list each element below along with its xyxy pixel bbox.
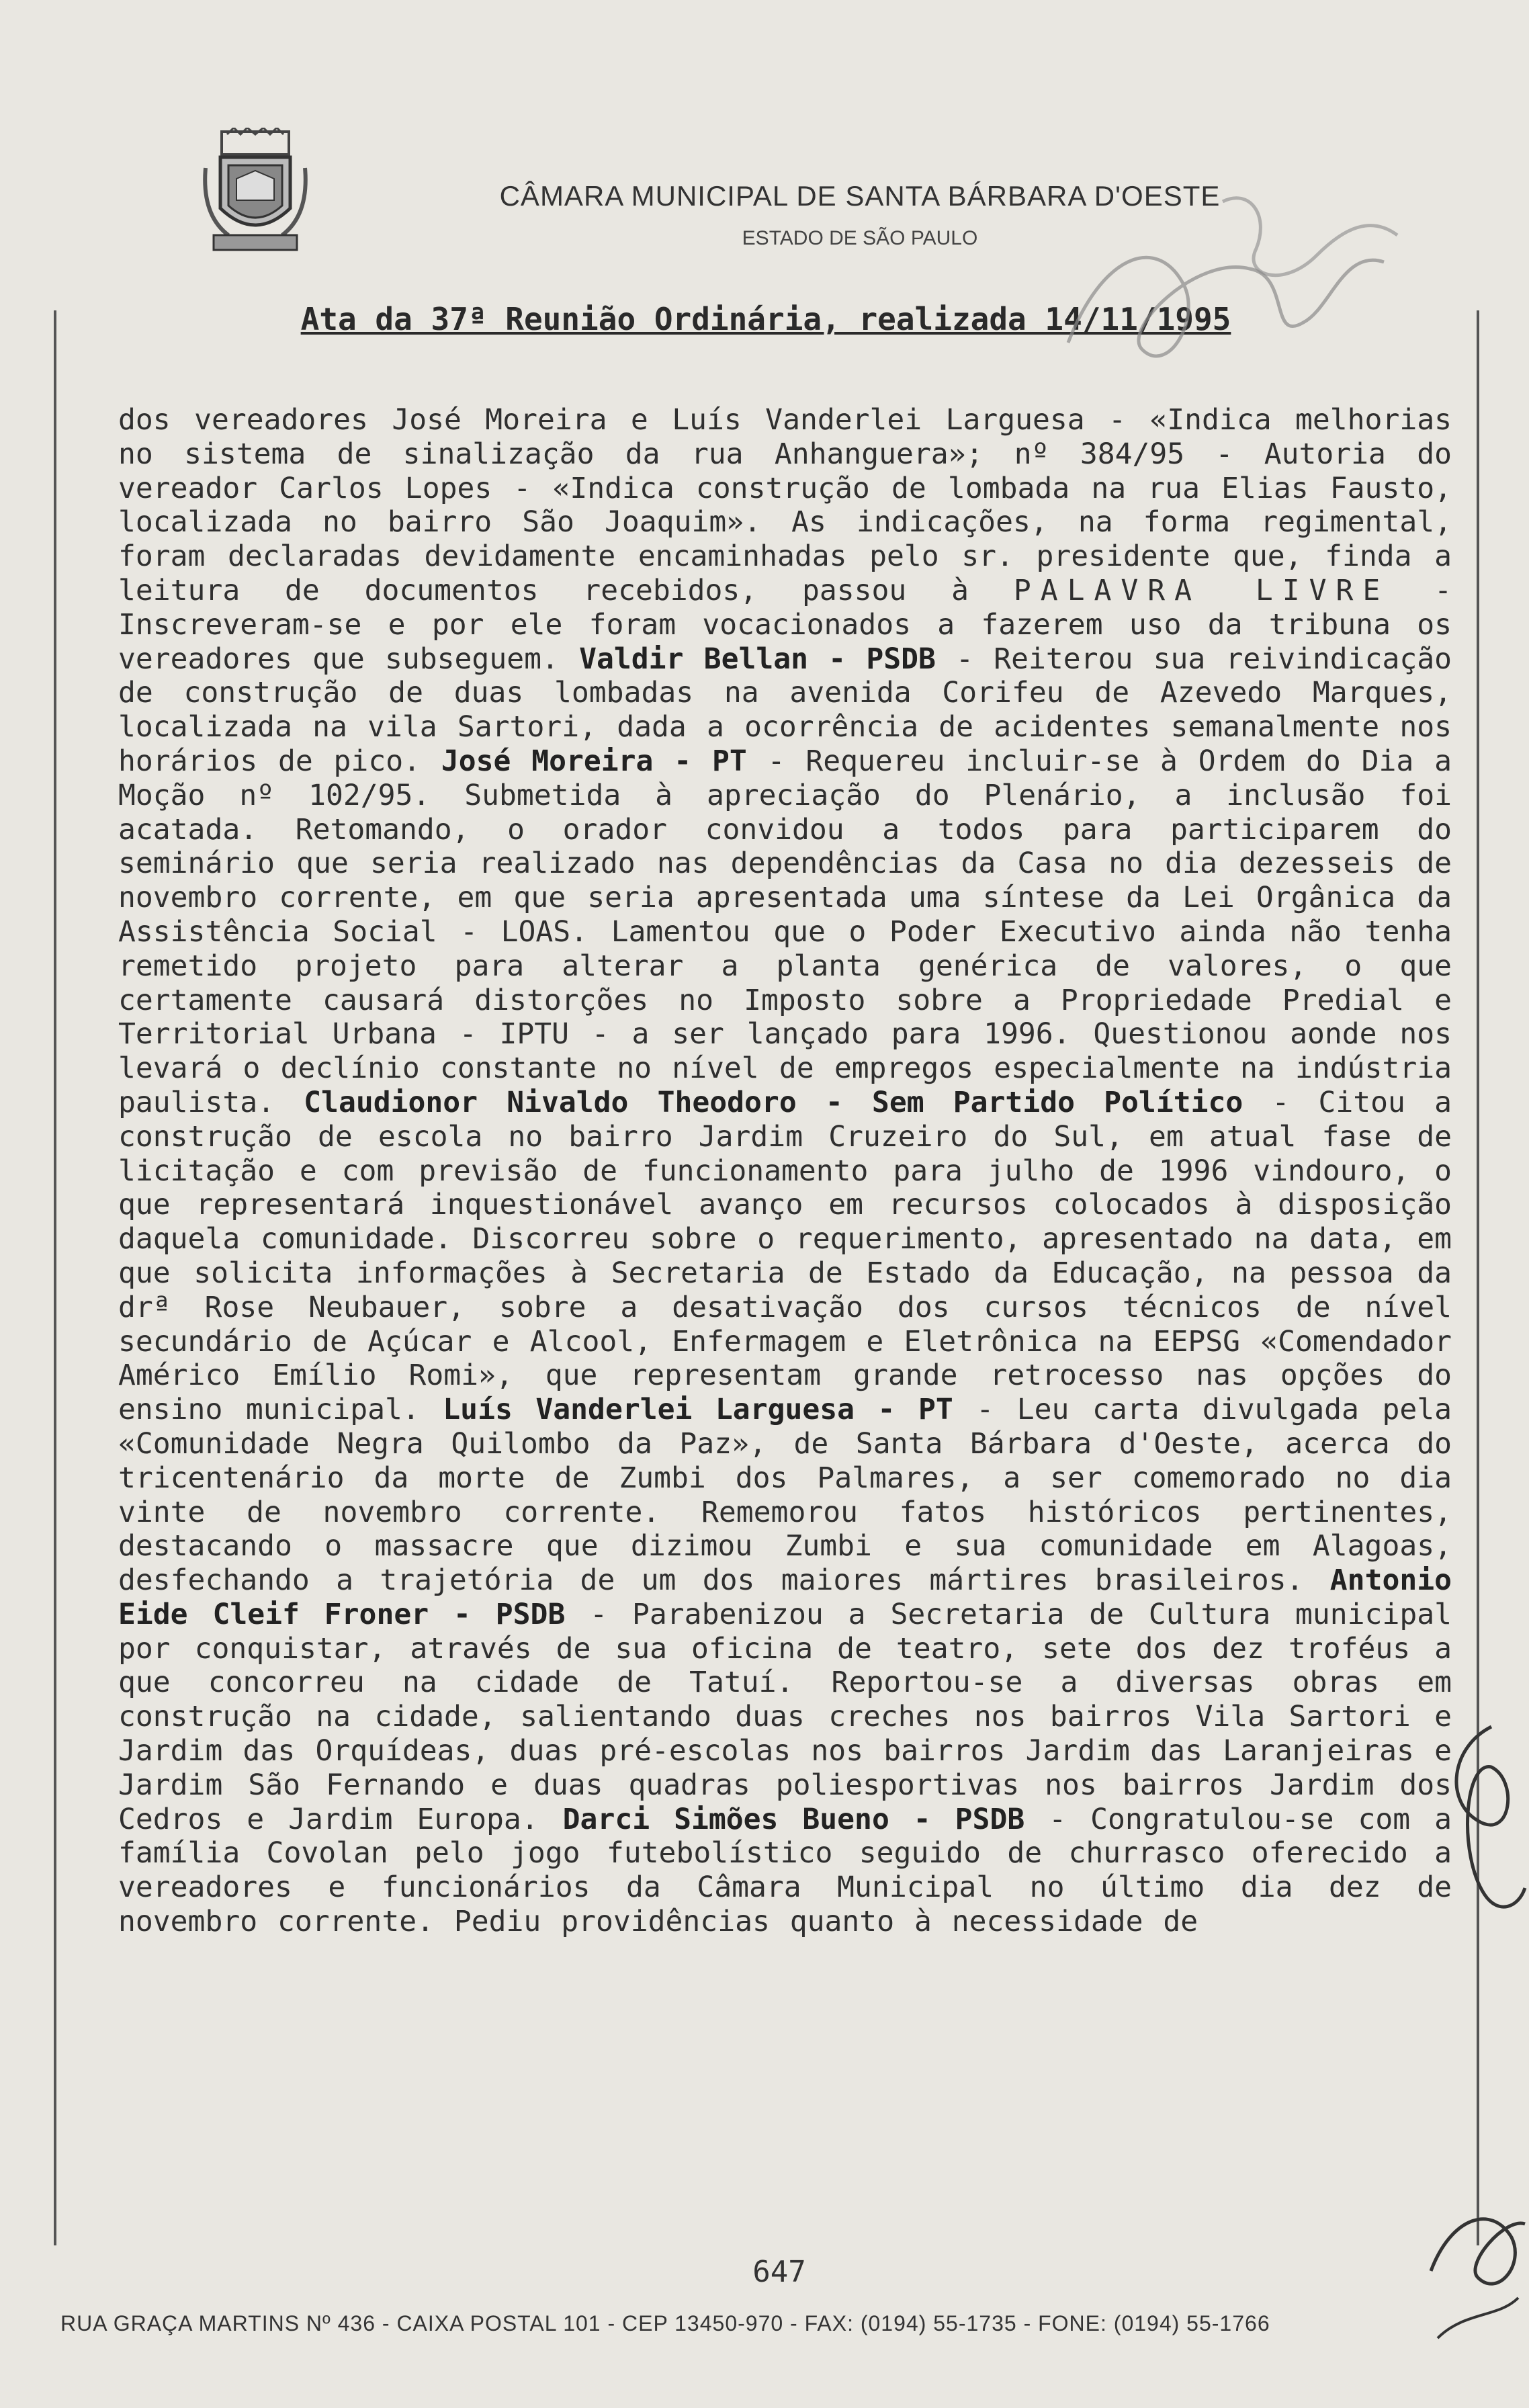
speaker-name: Luís Vanderlei Larguesa - PT (443, 1393, 953, 1427)
minutes-title: Ata da 37ª Reunião Ordinária, realizada 14/11/1995 (300, 301, 1231, 337)
speaker-name: Valdir Bellan - PSDB (579, 642, 936, 676)
minutes-body (118, 403, 1452, 1939)
body-text-segment: - Inscreveram-se e por ele foram vocacionados a fazerem uso da tribuna os vereadores que subseguem. (118, 573, 1452, 676)
body-text-segment: - Parabenizou a Secretaria de Cultura municipal por conquistar, através de sua oficina de teatro, sete dos dez troféus a que concorreu na cidade de Tatuí. Reportou-se a diversas obras em construção na cidade, salientando duas creches nos bairros Vila Sartori e Jardim das Orquídeas, duas pré-escolas nos bairros Jardim das Laranjeiras e Jardim São Fernando e duas quadras poliesportivas nos bairros Jardim dos Cedros e Jardim Europa. (118, 1597, 1452, 1836)
state-name: ESTADO DE SÃO PAULO (742, 227, 978, 249)
speaker-name: Antonio Eide Cleif Froner - PSDB (118, 1563, 1452, 1631)
institution-name: CÂMARA MUNICIPAL DE SANTA BÁRBARA D'OESTE (499, 180, 1221, 212)
footer-address: RUA GRAÇA MARTINS Nº 436 - CAIXA POSTAL 101 - CEP 13450-970 - FAX: (0194) 55-1735 - FONE: (0194) 55-1766 (60, 2311, 1270, 2335)
minutes-paragraph (118, 403, 1452, 1939)
body-text-segment: - Reiterou sua reivindicação de construção de duas lombadas na avenida Corifeu de Azevedo Marques, localizada na vila Sartori, dada a ocorrência de acidentes semanalmente nos horários de pico. (118, 642, 1452, 778)
body-text-segment: - Citou a construção de escola no bairro Jardim Cruzeiro do Sul, em atual fase de licitação e com previsão de funcionamento para julho de 1996 vindouro, o que representará inquestionável avanço em recursos colocados à disposição daquela comunidade. Discorreu sobre o requerimento, apresentado na data, em que solicita informações à Secretaria de Estado da Educação, na pessoa da drª Rose Neubauer, sobre a desativação dos cursos técnicos de nível secundário de Açúcar e Alcool, Enfermagem e Eletrônica na EEPSG «Comendador Américo Emílio Romi», que representam grande retrocesso nas opções do ensino municipal. (118, 1085, 1452, 1427)
page-number: 647 (752, 2255, 806, 2289)
speaker-name: Claudionor Nivaldo Theodoro - Sem Partido Político (304, 1085, 1243, 1119)
body-text-segment: dos vereadores José Moreira e Luís Vanderlei Larguesa - «Indica melhorias no sistema de sinalização da rua Anhanguera»; nº 384/95 - Autoria do vereador Carlos Lopes - «Indica construção de lombada na rua Elias Fausto, localizada no bairro São Joaquim». As indicações, na forma regimental, foram declaradas devidamente encaminhadas pelo sr. presidente que, finda a leitura de documentos recebidos, passou à (118, 403, 1452, 607)
body-text-segment: - Leu carta divulgada pela «Comunidade Negra Quilombo da Paz», de Santa Bárbara d'Oeste, acerca do tricentenário da morte de Zumbi dos Palmares, a ser comemorado no dia vinte de novembro corrente. Rememorou fatos históricos pertinentes, destacando o massacre que dizimou Zumbi e sua comunidade em Alagoas, desfechando a trajetória de um dos maiores mártires brasileiros. (118, 1393, 1452, 1598)
left-margin-rule (54, 310, 56, 2245)
body-text-segment: - Requereu incluir-se à Ordem do Dia a Moção nº 102/95. Submetida à apreciação do Plenário, a inclusão foi acatada. Retomando, o orador convidou a todos para participarem do seminário que seria realizado nas dependências da Casa no dia dezesseis de novembro corrente, em que seria apresentada uma síntese da Lei Orgânica da Assistência Social - LOAS. Lamentou que o Poder Executivo ainda não tenha remetido projeto para alterar a planta genérica de valores, o que certamente causará distorções no Imposto sobre a Propriedade Predial e Territorial Urbana - IPTU - a ser lançado para 1996. Questionou aonde nos levará o declínio constante no nível de empregos especialmente na indústria paulista. (118, 744, 1452, 1119)
body-text-segment: - Congratulou-se com a família Covolan pelo jogo futebolístico seguido de churrasco oferecido a vereadores e funcionários da Câmara Municipal no último dia dez de novembro corrente. Pediu providências quanto à necessidade de (118, 1802, 1452, 1939)
palavra-livre-heading: PALAVRA LIVRE (1013, 573, 1390, 607)
municipal-coat-of-arms (202, 128, 309, 255)
right-margin-rule (1477, 310, 1479, 2245)
speaker-name: Darci Simões Bueno - PSDB (562, 1802, 1025, 1836)
speaker-name: José Moreira - PT (441, 744, 747, 778)
